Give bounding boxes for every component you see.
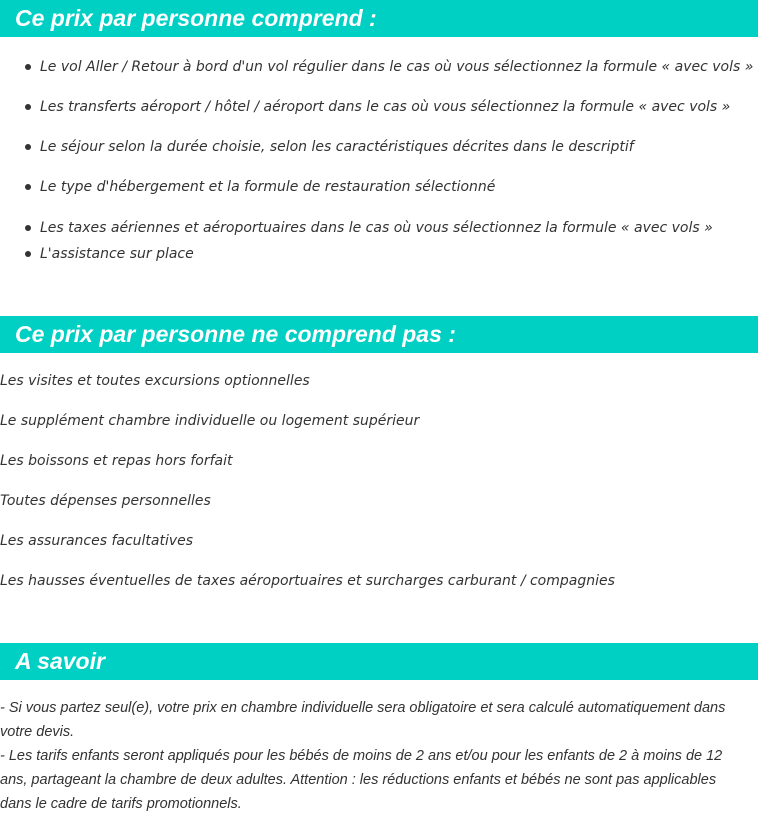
list-item: Les assurances facultatives (0, 533, 194, 549)
list-item: Les boissons et repas hors forfait (0, 453, 233, 469)
section-header-not-included (0, 316, 758, 353)
section-title-included: Ce prix par personne comprend : (15, 5, 377, 31)
list-item-text: Le séjour selon la durée choisie, selon les caractéristiques décrites dans le descriptif (40, 139, 634, 155)
list-item-text: Les transferts aéroport / hôtel / aéroport dans le cas où vous sélectionnez la formule « avec vols » (40, 99, 731, 115)
list-item: Le supplément chambre individuelle ou logement supérieur (0, 413, 420, 429)
section-title-not-included: Ce prix par personne ne comprend pas : (15, 321, 456, 347)
good-to-know-content (0, 696, 750, 816)
bullet-icon (25, 64, 31, 70)
info-paragraph: - Les tarifs enfants seront appliqués pour les bébés de moins de 2 ans et/ou pour les enfants de 2 à moins de 12 ans, partageant la chambre de deux adultes. Attention : les réductions enfants et bébés ne sont pas applicables dans le cadre de tarifs promotionnels. (0, 748, 723, 812)
bullet-icon (25, 144, 31, 150)
section-header-included (0, 0, 758, 37)
list-item: Les visites et toutes excursions optionnelles (0, 373, 310, 389)
list-item-text: Les taxes aériennes et aéroportuaires dans le cas où vous sélectionnez la formule « avec vols » (40, 220, 713, 236)
section-title-good-to-know: A savoir (15, 648, 105, 674)
list-item-text: Le type d'hébergement et la formule de restauration sélectionné (40, 179, 496, 195)
info-paragraph: - Si vous partez seul(e), votre prix en chambre individuelle sera obligatoire et sera calculé automatiquement dans votre devis. (0, 700, 726, 740)
list-item-text: Le vol Aller / Retour à bord d'un vol régulier dans le cas où vous sélectionnez la formule « avec vols » (40, 59, 754, 75)
list-item: Toutes dépenses personnelles (0, 493, 211, 509)
section-header-good-to-know (0, 643, 758, 680)
bullet-icon (25, 104, 31, 110)
bullet-icon (25, 184, 31, 190)
bullet-icon (25, 225, 31, 231)
bullet-icon (25, 251, 31, 257)
list-item-text: L'assistance sur place (40, 246, 194, 262)
list-item: Les hausses éventuelles de taxes aéroportuaires et surcharges carburant / compagnies (0, 573, 615, 589)
